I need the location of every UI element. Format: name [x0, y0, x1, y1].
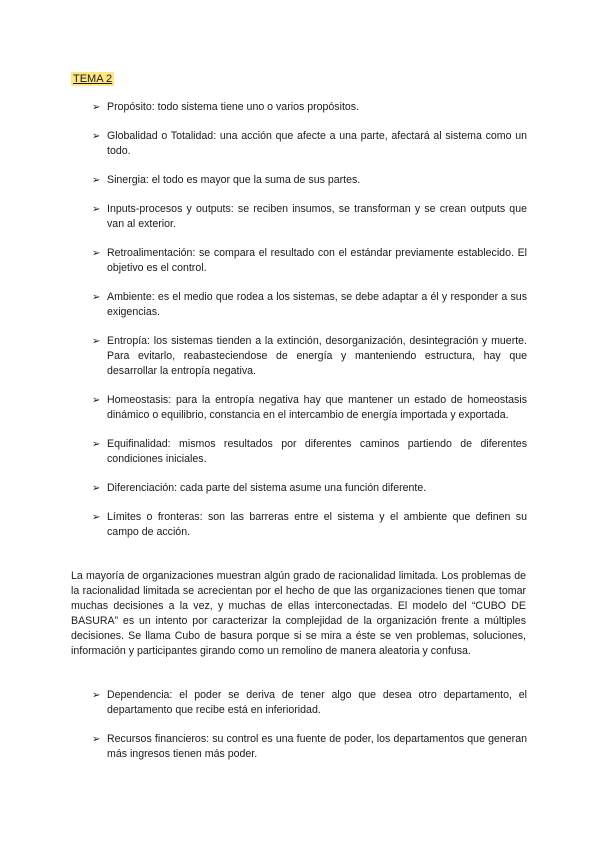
concept-list — [0, 100, 600, 540]
list-item — [0, 173, 600, 188]
list-item-text: Entropía: los sistemas tienden a la extinción, desorganización, desintegración y muerte. Para evitarlo, reabasteciendose de energía y manteniendo estructura, hay que desarrollar la entropía negativa. — [107, 335, 527, 377]
body-paragraph: La mayoría de organizaciones muestran algún grado de racionalidad limitada. Los problemas de la racionalidad limitada se acrecientan por el hecho de que las organizaciones tienen que tomar muchas decisiones a la vez, y muchas de ellas interconectadas. El modelo del “CUBO DE BASURA” es un intento por caracterizar la complejidad de la organización frente a múltiples decisiones. Se llama Cubo de basura porque si se mira a éste se ven problemas, soluciones, información y participantes girando como un remolino de manera aleatoria y confusa. — [71, 570, 526, 657]
list-item — [0, 246, 600, 276]
power-list — [0, 688, 600, 762]
arrow-bullet-icon: ➢ — [92, 690, 101, 701]
list-item — [0, 393, 600, 423]
list-item — [0, 202, 600, 232]
list-item-text: Ambiente: es el medio que rodea a los sistemas, se debe adaptar a él y responder a sus exigencias. — [107, 291, 527, 318]
list-item-text: Sinergia: el todo es mayor que la suma de sus partes. — [107, 174, 361, 186]
list-item — [0, 129, 600, 159]
list-item-text: Inputs-procesos y outputs: se reciben insumos, se transforman y se crean outputs que van al exterior. — [107, 203, 527, 230]
list-item-text: Homeostasis: para la entropía negativa hay que mantener un estado de homeostasis dinámico o equilibrio, constancia en el intercambio de energía importada y exportada. — [107, 394, 527, 421]
list-item — [0, 437, 600, 467]
list-item-text: Equifinalidad: mismos resultados por diferentes caminos partiendo de diferentes condiciones iniciales. — [107, 438, 527, 465]
arrow-bullet-icon: ➢ — [92, 248, 101, 259]
arrow-bullet-icon: ➢ — [92, 734, 101, 745]
list-item-text: Límites o fronteras: son las barreras entre el sistema y el ambiente que definen su campo de acción. — [107, 511, 527, 538]
list-item — [0, 688, 600, 718]
arrow-bullet-icon: ➢ — [92, 292, 101, 303]
list-item-text: Propósito: todo sistema tiene uno o varios propósitos. — [107, 101, 360, 113]
page-title: TEMA 2 — [73, 73, 113, 85]
list-item-text: Globalidad o Totalidad: una acción que afecte a una parte, afectará al sistema como un todo. — [107, 130, 527, 157]
list-item-text: Recursos financieros: su control es una fuente de poder, los departamentos que generan más ingresos tienen más poder. — [107, 733, 527, 760]
list-item — [0, 732, 600, 762]
arrow-bullet-icon: ➢ — [92, 131, 101, 142]
arrow-bullet-icon: ➢ — [92, 395, 101, 406]
arrow-bullet-icon: ➢ — [92, 483, 101, 494]
list-item-text: Retroalimentación: se compara el resultado con el estándar previamente establecido. El objetivo es el control. — [107, 247, 527, 274]
list-item — [0, 334, 600, 379]
arrow-bullet-icon: ➢ — [92, 102, 101, 113]
arrow-bullet-icon: ➢ — [92, 175, 101, 186]
arrow-bullet-icon: ➢ — [92, 204, 101, 215]
list-item — [0, 510, 600, 540]
list-item — [0, 481, 600, 496]
list-item-text: Dependencia: el poder se deriva de tener algo que desea otro departamento, el departamento que recibe está en inferioridad. — [107, 689, 527, 716]
list-item — [0, 290, 600, 320]
arrow-bullet-icon: ➢ — [92, 336, 101, 347]
arrow-bullet-icon: ➢ — [92, 512, 101, 523]
list-item-text: Diferenciación: cada parte del sistema asume una función diferente. — [107, 482, 427, 494]
list-item — [0, 100, 600, 115]
arrow-bullet-icon: ➢ — [92, 439, 101, 450]
